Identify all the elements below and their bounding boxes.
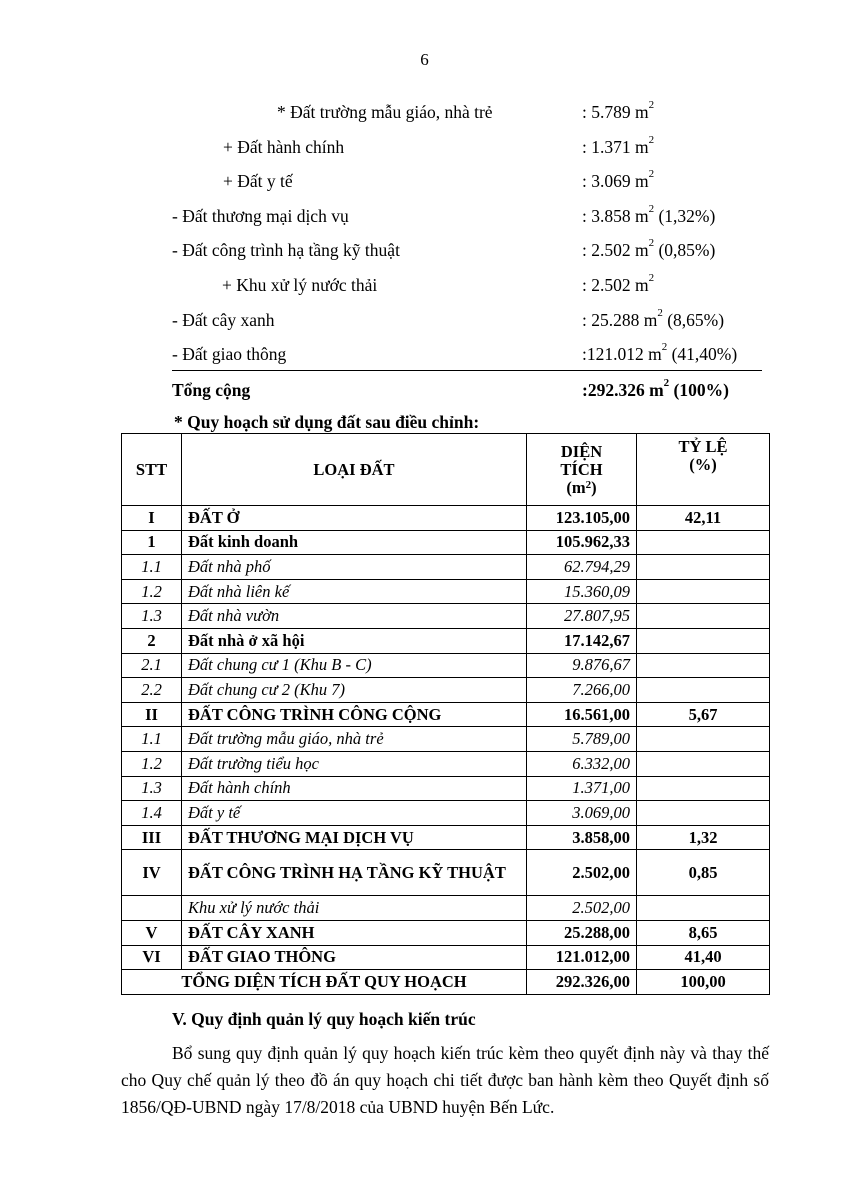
row-land-type: Đất nhà phố xyxy=(182,555,527,580)
row-ratio: 41,40 xyxy=(637,945,770,970)
row-stt: 1.2 xyxy=(122,579,182,604)
total-row-label: TỔNG DIỆN TÍCH ĐẤT QUY HOẠCH xyxy=(122,970,527,995)
row-stt: I xyxy=(122,506,182,531)
summary-value: : 25.288 $m^2$ (8,65%) xyxy=(582,306,725,330)
table-row xyxy=(122,776,770,801)
summary-value: :121.012 $m^2$ (41,40%) xyxy=(582,341,738,365)
land-summary-list xyxy=(0,96,849,373)
summary-line xyxy=(0,200,849,235)
row-area: 123.105,00 xyxy=(527,506,637,531)
row-stt xyxy=(122,896,182,921)
summary-value: : 3.069 $m^2$ xyxy=(582,168,655,192)
row-land-type: ĐẤT GIAO THÔNG xyxy=(182,945,527,970)
summary-label: - Đất cây xanh xyxy=(172,309,275,330)
row-ratio: 5,67 xyxy=(637,702,770,727)
row-area: 9.876,67 xyxy=(527,653,637,678)
row-land-type: Đất chung cư 2 (Khu 7) xyxy=(182,678,527,703)
table-header-row xyxy=(122,434,770,506)
row-land-type: ĐẤT Ở xyxy=(182,506,527,531)
summary-label: + Đất hành chính xyxy=(223,136,345,157)
row-ratio: 42,11 xyxy=(637,506,770,531)
table-row xyxy=(122,678,770,703)
row-ratio: 0,85 xyxy=(637,850,770,896)
summary-line xyxy=(0,269,849,304)
table-row xyxy=(122,825,770,850)
row-ratio: 8,65 xyxy=(637,920,770,945)
row-stt: 1 xyxy=(122,530,182,555)
row-stt: 1.3 xyxy=(122,604,182,629)
row-land-type: Đất chung cư 1 (Khu B - C) xyxy=(182,653,527,678)
table-row xyxy=(122,604,770,629)
row-area: 15.360,09 xyxy=(527,579,637,604)
table-heading: * Quy hoạch sử dụng đất sau điều chỉnh: xyxy=(174,412,480,432)
row-land-type: Đất trường mẫu giáo, nhà trẻ xyxy=(182,727,527,752)
summary-line xyxy=(0,304,849,339)
body-paragraph: Bổ sung quy định quản lý quy hoạch kiến trúc kèm theo quyết định này và thay thế cho Quy chế quản lý theo đồ án quy hoạch chi tiết được ban hành kèm theo Quyết định số 1856/QĐ-UBND ngày 17/8/2018 của UBND huyện Bến Lức. xyxy=(121,1043,769,1117)
summary-line xyxy=(0,131,849,166)
row-stt: VI xyxy=(122,945,182,970)
summary-value: : 2.502 $m^2$ (0,85%) xyxy=(582,237,716,261)
summary-value: : 2.502 $m^2$ xyxy=(582,271,655,295)
total-divider xyxy=(172,370,762,371)
row-land-type: ĐẤT CÔNG TRÌNH CÔNG CỘNG xyxy=(182,702,527,727)
row-area: 2.502,00 xyxy=(527,850,637,896)
row-ratio xyxy=(637,896,770,921)
row-land-type: ĐẤT CÂY XANH xyxy=(182,920,527,945)
row-land-type: Đất hành chính xyxy=(182,776,527,801)
total-row-ratio: 100,00 xyxy=(637,970,770,995)
row-stt: 1.1 xyxy=(122,727,182,752)
row-ratio: 1,32 xyxy=(637,825,770,850)
header-stt: STT xyxy=(122,434,182,506)
row-area: 2.502,00 xyxy=(527,896,637,921)
table-row xyxy=(122,727,770,752)
summary-label: - Đất công trình hạ tầng kỹ thuật xyxy=(172,240,400,261)
row-land-type: Đất y tế xyxy=(182,801,527,826)
summary-line xyxy=(0,96,849,131)
summary-line xyxy=(0,165,849,200)
row-stt: II xyxy=(122,702,182,727)
row-area: 121.012,00 xyxy=(527,945,637,970)
row-stt: 2.2 xyxy=(122,678,182,703)
row-land-type: Đất trường tiểu học xyxy=(182,751,527,776)
row-stt: 2.1 xyxy=(122,653,182,678)
row-ratio xyxy=(637,678,770,703)
table-row xyxy=(122,530,770,555)
table-row xyxy=(122,801,770,826)
row-land-type: Đất nhà vườn xyxy=(182,604,527,629)
total-label: Tổng cộng xyxy=(172,380,251,400)
row-area: 25.288,00 xyxy=(527,920,637,945)
total-value: :292.326 $m^2$ (100%) xyxy=(582,377,729,400)
row-stt: 1.3 xyxy=(122,776,182,801)
summary-value: : 1.371 $m^2$ xyxy=(582,133,655,157)
row-land-type: ĐẤT CÔNG TRÌNH HẠ TẦNG KỸ THUẬT xyxy=(182,850,527,896)
table-row xyxy=(122,751,770,776)
summary-label: + Khu xử lý nước thải xyxy=(222,274,378,295)
total-row-area: 292.326,00 xyxy=(527,970,637,995)
summary-value: : 3.858 $m^2$ (1,32%) xyxy=(582,202,716,226)
table-total-row xyxy=(122,970,770,995)
header-land-type: LOẠI ĐẤT xyxy=(182,434,527,506)
page-number: 6 xyxy=(420,50,429,69)
row-stt: 2 xyxy=(122,628,182,653)
table-row xyxy=(122,850,770,896)
row-area: 6.332,00 xyxy=(527,751,637,776)
row-ratio xyxy=(637,530,770,555)
table-row xyxy=(122,628,770,653)
table-row xyxy=(122,896,770,921)
row-area: 17.142,67 xyxy=(527,628,637,653)
row-ratio xyxy=(637,555,770,580)
header-ratio: TỶ LỆ (%) xyxy=(637,434,770,506)
row-area: 62.794,29 xyxy=(527,555,637,580)
row-area: 3.858,00 xyxy=(527,825,637,850)
row-area: 3.069,00 xyxy=(527,801,637,826)
row-stt: V xyxy=(122,920,182,945)
row-land-type: ĐẤT THƯƠNG MẠI DỊCH VỤ xyxy=(182,825,527,850)
row-ratio xyxy=(637,604,770,629)
row-stt: 1.1 xyxy=(122,555,182,580)
row-ratio xyxy=(637,727,770,752)
row-ratio xyxy=(637,776,770,801)
table-row xyxy=(122,653,770,678)
table-row xyxy=(122,506,770,531)
table-row xyxy=(122,920,770,945)
summary-line xyxy=(0,338,849,373)
row-stt: IV xyxy=(122,850,182,896)
table-row xyxy=(122,579,770,604)
row-ratio xyxy=(637,628,770,653)
table-row xyxy=(122,702,770,727)
summary-label: - Đất giao thông xyxy=(172,344,287,365)
row-area: 27.807,95 xyxy=(527,604,637,629)
row-ratio xyxy=(637,801,770,826)
summary-label: * Đất trường mẫu giáo, nhà trẻ xyxy=(277,102,493,122)
summary-label: - Đất thương mại dịch vụ xyxy=(172,205,349,226)
table-row xyxy=(122,945,770,970)
row-ratio xyxy=(637,653,770,678)
header-area: DIỆN TÍCH $(m^2)$ xyxy=(527,434,637,506)
row-area: 16.561,00 xyxy=(527,702,637,727)
row-stt: III xyxy=(122,825,182,850)
row-stt: 1.4 xyxy=(122,801,182,826)
row-area: 105.962,33 xyxy=(527,530,637,555)
section-heading: V. Quy định quản lý quy hoạch kiến trúc xyxy=(172,1009,476,1029)
row-area: 7.266,00 xyxy=(527,678,637,703)
row-stt: 1.2 xyxy=(122,751,182,776)
row-area: 1.371,00 xyxy=(527,776,637,801)
summary-value: : 5.789 $m^2$ xyxy=(582,99,655,122)
summary-label: + Đất y tế xyxy=(223,171,293,192)
summary-line xyxy=(0,234,849,269)
row-land-type: Khu xử lý nước thải xyxy=(182,896,527,921)
table-row xyxy=(122,555,770,580)
row-area: 5.789,00 xyxy=(527,727,637,752)
row-land-type: Đất nhà liên kế xyxy=(182,579,527,604)
row-ratio xyxy=(637,751,770,776)
land-use-table xyxy=(121,433,770,995)
row-ratio xyxy=(637,579,770,604)
row-land-type: Đất kinh doanh xyxy=(182,530,527,555)
row-land-type: Đất nhà ở xã hội xyxy=(182,628,527,653)
